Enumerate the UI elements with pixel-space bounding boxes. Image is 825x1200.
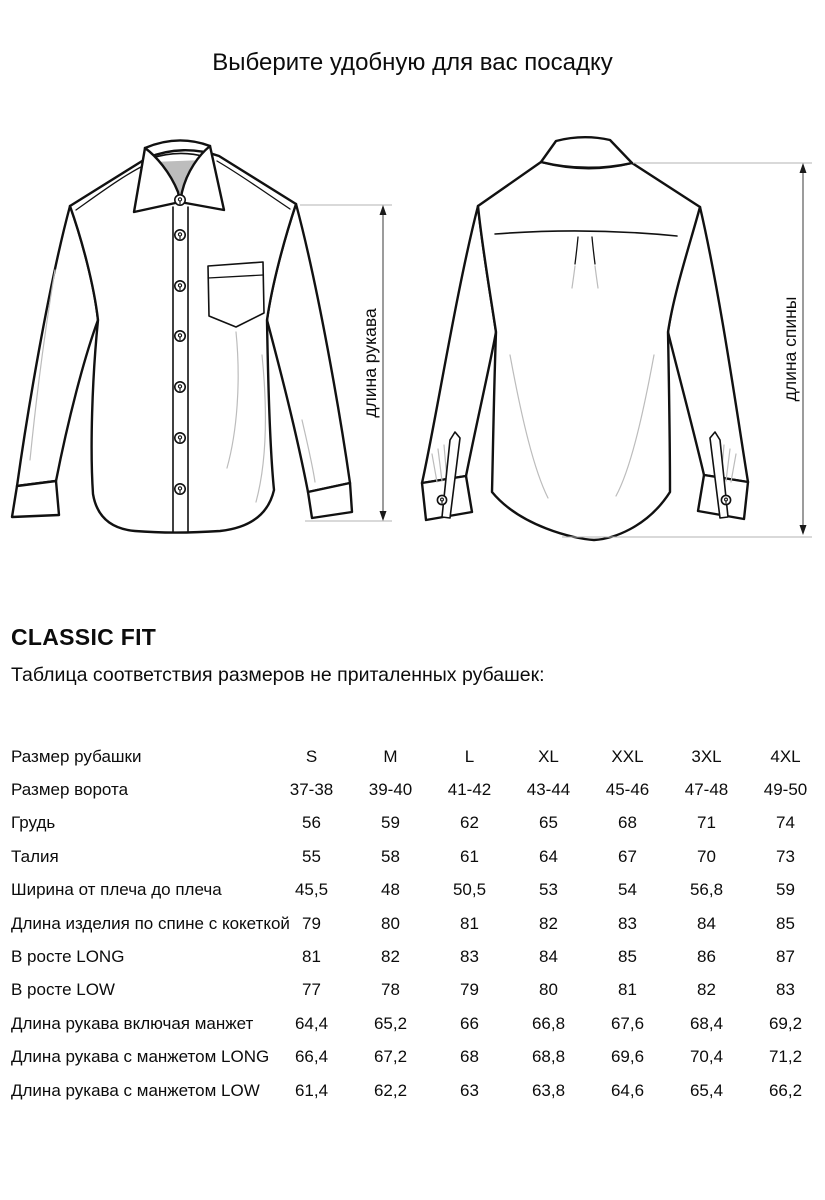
size-value: 64,4: [294, 1013, 329, 1033]
table-row: [11, 773, 825, 806]
front-left-cuff: [12, 481, 59, 517]
size-value: 77: [302, 980, 321, 1000]
shirt-back-diagram: [412, 120, 825, 600]
row-label: Длина изделия по спине с кокеткой: [11, 913, 290, 933]
size-value: 50,5: [452, 880, 487, 900]
table-row: [11, 740, 825, 773]
row-label: Ширина от плеча до плеча: [11, 880, 222, 900]
size-value: 58: [381, 846, 400, 866]
size-value: XL: [538, 746, 559, 766]
size-value: 68: [460, 1047, 479, 1067]
row-label: Талия: [11, 846, 59, 866]
shirt-front-drawing: [12, 140, 352, 532]
size-value: 59: [776, 880, 795, 900]
row-label: В росте LONG: [11, 947, 125, 967]
size-value: 85: [618, 947, 637, 967]
size-value: 66,8: [531, 1013, 566, 1033]
shirt-front-diagram: [0, 120, 412, 600]
chest-pocket: [208, 262, 264, 327]
size-value: 41-42: [447, 780, 492, 800]
size-value: 37-38: [289, 780, 334, 800]
size-value: 66,2: [768, 1080, 803, 1100]
size-value: 79: [460, 980, 479, 1000]
row-label: Грудь: [11, 813, 56, 833]
size-value: 56,8: [689, 880, 724, 900]
size-value: 66: [460, 1013, 479, 1033]
size-value: 47-48: [684, 780, 729, 800]
size-value: S: [305, 746, 318, 766]
size-value: XXL: [611, 746, 644, 766]
size-value: 43-44: [526, 780, 571, 800]
size-value: 45-46: [605, 780, 650, 800]
size-value: 69,6: [610, 1047, 645, 1067]
size-value: 78: [381, 980, 400, 1000]
size-value: 54: [618, 880, 637, 900]
size-value: 64: [539, 846, 558, 866]
table-row: [11, 940, 825, 973]
size-value: 67: [618, 846, 637, 866]
row-label: Длина рукава с манжетом LOW: [11, 1080, 260, 1100]
size-value: 3XL: [691, 746, 722, 766]
size-value: 81: [618, 980, 637, 1000]
table-row: [11, 1074, 825, 1107]
size-value: 80: [381, 913, 400, 933]
size-value: 68,8: [531, 1047, 566, 1067]
size-table: [11, 740, 825, 1107]
size-value: 59: [381, 813, 400, 833]
size-value: 82: [381, 947, 400, 967]
table-row: [11, 1007, 825, 1040]
size-value: 84: [697, 913, 716, 933]
size-value: 73: [776, 846, 795, 866]
size-value: 87: [776, 947, 795, 967]
size-value: 80: [539, 980, 558, 1000]
size-value: 83: [618, 913, 637, 933]
size-value: 65,2: [373, 1013, 408, 1033]
size-value: 69,2: [768, 1013, 803, 1033]
size-value: 67,6: [610, 1013, 645, 1033]
size-value: 56: [302, 813, 321, 833]
size-value: 63,8: [531, 1080, 566, 1100]
size-value: 45,5: [294, 880, 329, 900]
table-caption: Таблица соответствия размеров не приталенных рубашек:: [11, 664, 545, 686]
row-label: Длина рукава включая манжет: [11, 1013, 254, 1033]
size-value: L: [464, 746, 475, 766]
table-row: [11, 907, 825, 940]
size-value: 39-40: [368, 780, 413, 800]
sleeve-length-label: длина рукава: [360, 308, 380, 418]
size-value: 71,2: [768, 1047, 803, 1067]
row-label: Размер рубашки: [11, 746, 142, 766]
size-value: 64,6: [610, 1080, 645, 1100]
size-value: 85: [776, 913, 795, 933]
back-body: [478, 162, 700, 540]
size-value: 83: [776, 980, 795, 1000]
size-table-body: [11, 740, 825, 1107]
size-value: 62: [460, 813, 479, 833]
size-value: 53: [539, 880, 558, 900]
shirt-back-drawing: [422, 137, 748, 540]
size-value: 68,4: [689, 1013, 724, 1033]
table-row: [11, 807, 825, 840]
size-value: 83: [460, 947, 479, 967]
size-value: 71: [697, 813, 716, 833]
size-value: 55: [302, 846, 321, 866]
size-value: 48: [381, 880, 400, 900]
shirt-diagrams: [0, 120, 825, 600]
size-value: 66,4: [294, 1047, 329, 1067]
row-label: Длина рукава с манжетом LONG: [11, 1047, 270, 1067]
size-value: 81: [302, 947, 321, 967]
size-value: 65,4: [689, 1080, 724, 1100]
size-value: 70: [697, 846, 716, 866]
size-value: 62,2: [373, 1080, 408, 1100]
size-value: 61,4: [294, 1080, 329, 1100]
collar-top-edge: [145, 140, 210, 148]
size-value: 86: [697, 947, 716, 967]
row-label: В росте LOW: [11, 980, 115, 1000]
size-value: 68: [618, 813, 637, 833]
size-value: 4XL: [770, 746, 801, 766]
size-value: M: [383, 746, 398, 766]
size-value: 79: [302, 913, 321, 933]
size-value: 49-50: [763, 780, 808, 800]
page-title: Выберите удобную для вас посадку: [212, 49, 613, 76]
size-value: 70,4: [689, 1047, 724, 1067]
back-collar: [541, 137, 632, 168]
size-value: 65: [539, 813, 558, 833]
size-value: 63: [460, 1080, 479, 1100]
table-row: [11, 974, 825, 1007]
row-label: Размер ворота: [11, 780, 129, 800]
table-row: [11, 840, 825, 873]
size-value: 74: [776, 813, 795, 833]
size-value: 82: [539, 913, 558, 933]
size-value: 84: [539, 947, 558, 967]
fit-heading: CLASSIC FIT: [11, 624, 157, 650]
size-value: 82: [697, 980, 716, 1000]
table-row: [11, 1041, 825, 1074]
table-row: [11, 874, 825, 907]
size-value: 67,2: [373, 1047, 408, 1067]
size-value: 81: [460, 913, 479, 933]
back-length-label: длина спины: [780, 296, 800, 402]
size-value: 61: [460, 846, 479, 866]
